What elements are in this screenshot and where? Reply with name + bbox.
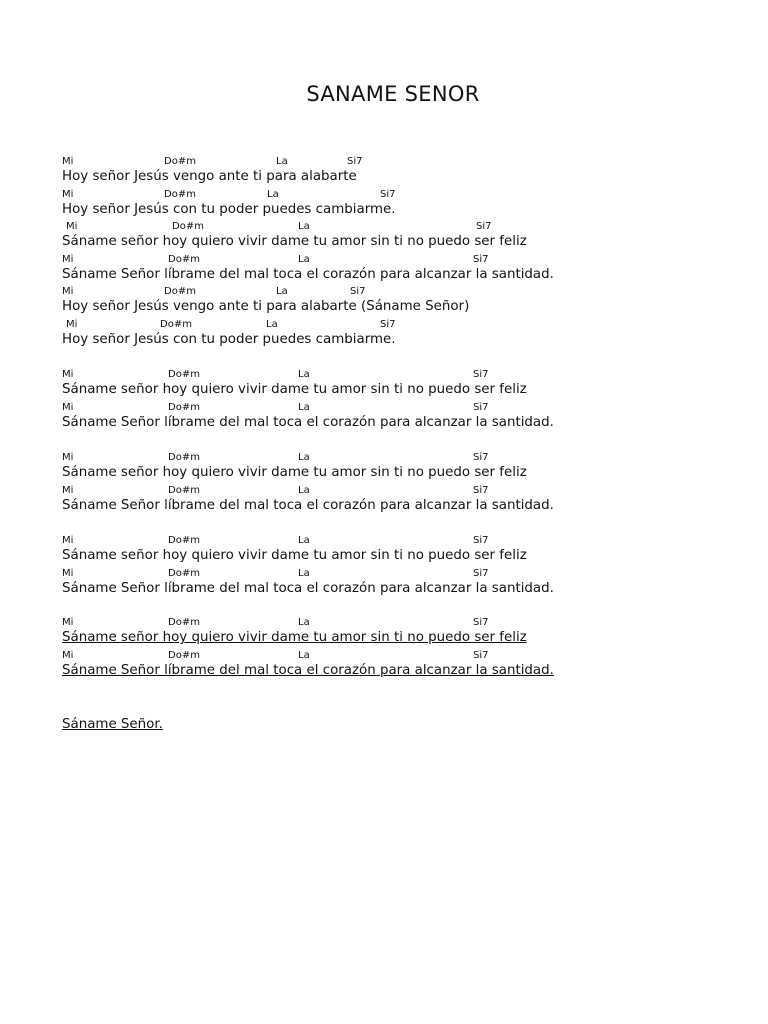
- chord-label: Mi: [62, 535, 74, 546]
- chord-label: La: [298, 485, 310, 496]
- song-title: SANAME SENOR: [306, 82, 480, 106]
- closing-line: Sáname Señor.: [62, 717, 163, 732]
- chord-label: Si7: [473, 485, 489, 496]
- chord-label: Si7: [380, 319, 396, 330]
- lyric-line: Hoy señor Jesús con tu poder puedes cambiarme.: [62, 202, 396, 217]
- chord-label: Mi: [62, 189, 74, 200]
- chord-label: La: [298, 617, 310, 628]
- chord-label: La: [298, 568, 310, 579]
- lyric-line: Sáname Señor líbrame del mal toca el corazón para alcanzar la santidad.: [62, 498, 554, 513]
- chord-label: La: [276, 286, 288, 297]
- chord-label: La: [267, 189, 279, 200]
- chord-label: La: [298, 254, 310, 265]
- chord-label: Si7: [350, 286, 366, 297]
- chord-label: Do#m: [168, 369, 200, 380]
- chord-label: Do#m: [168, 568, 200, 579]
- chord-label: Mi: [62, 156, 74, 167]
- chord-label: Mi: [62, 286, 74, 297]
- chord-label: La: [298, 452, 310, 463]
- chord-label: Do#m: [160, 319, 192, 330]
- chord-label: Si7: [473, 568, 489, 579]
- lyric-line: Sáname señor hoy quiero vivir dame tu amor sin ti no puedo ser feliz: [62, 548, 527, 563]
- chord-label: Do#m: [168, 452, 200, 463]
- chord-label: Do#m: [168, 535, 200, 546]
- chord-label: Do#m: [172, 221, 204, 232]
- chord-label: Do#m: [168, 485, 200, 496]
- chord-label: Mi: [62, 402, 74, 413]
- chord-label: La: [298, 402, 310, 413]
- lyric-line: Hoy señor Jesús vengo ante ti para alabarte: [62, 169, 357, 184]
- chord-label: Si7: [476, 221, 492, 232]
- chord-label: Do#m: [168, 254, 200, 265]
- chord-label: Mi: [62, 369, 74, 380]
- chord-label: Mi: [62, 617, 74, 628]
- chord-label: Si7: [473, 402, 489, 413]
- chord-label: Do#m: [168, 617, 200, 628]
- lyric-line: Hoy señor Jesús con tu poder puedes cambiarme.: [62, 332, 396, 347]
- chord-label: La: [298, 535, 310, 546]
- chord-label: Mi: [62, 485, 74, 496]
- lyric-line: Sáname señor hoy quiero vivir dame tu amor sin ti no puedo ser feliz: [62, 465, 527, 480]
- lyric-line: Hoy señor Jesús vengo ante ti para alabarte (Sáname Señor): [62, 299, 470, 314]
- chord-label: La: [266, 319, 278, 330]
- chord-label: Mi: [62, 254, 74, 265]
- chord-label: La: [298, 650, 310, 661]
- chord-label: Do#m: [164, 156, 196, 167]
- chord-label: Si7: [473, 254, 489, 265]
- lyric-line: Sáname señor hoy quiero vivir dame tu amor sin ti no puedo ser feliz: [62, 630, 527, 645]
- chord-label: Do#m: [164, 286, 196, 297]
- chord-label: Si7: [473, 617, 489, 628]
- chord-label: Si7: [473, 535, 489, 546]
- chord-label: Mi: [62, 568, 74, 579]
- lyric-line: Sáname señor hoy quiero vivir dame tu amor sin ti no puedo ser feliz: [62, 234, 527, 249]
- chord-label: Si7: [347, 156, 363, 167]
- chord-label: Si7: [473, 650, 489, 661]
- chord-label: La: [298, 369, 310, 380]
- chord-label: Si7: [380, 189, 396, 200]
- chord-label: Do#m: [168, 650, 200, 661]
- chord-label: Mi: [62, 452, 74, 463]
- lyric-line: Sáname Señor líbrame del mal toca el corazón para alcanzar la santidad.: [62, 415, 554, 430]
- lyric-line: Sáname Señor líbrame del mal toca el corazón para alcanzar la santidad.: [62, 663, 554, 678]
- lyric-line: Sáname Señor líbrame del mal toca el corazón para alcanzar la santidad.: [62, 267, 554, 282]
- chord-label: Do#m: [164, 189, 196, 200]
- chord-label: Do#m: [168, 402, 200, 413]
- chord-label: Mi: [66, 221, 78, 232]
- chord-label: La: [276, 156, 288, 167]
- chord-label: La: [298, 221, 310, 232]
- chord-label: Mi: [66, 319, 78, 330]
- chord-label: Si7: [473, 452, 489, 463]
- chord-label: Mi: [62, 650, 74, 661]
- lyric-line: Sáname señor hoy quiero vivir dame tu amor sin ti no puedo ser feliz: [62, 382, 527, 397]
- chord-label: Si7: [473, 369, 489, 380]
- lyric-line: Sáname Señor líbrame del mal toca el corazón para alcanzar la santidad.: [62, 581, 554, 596]
